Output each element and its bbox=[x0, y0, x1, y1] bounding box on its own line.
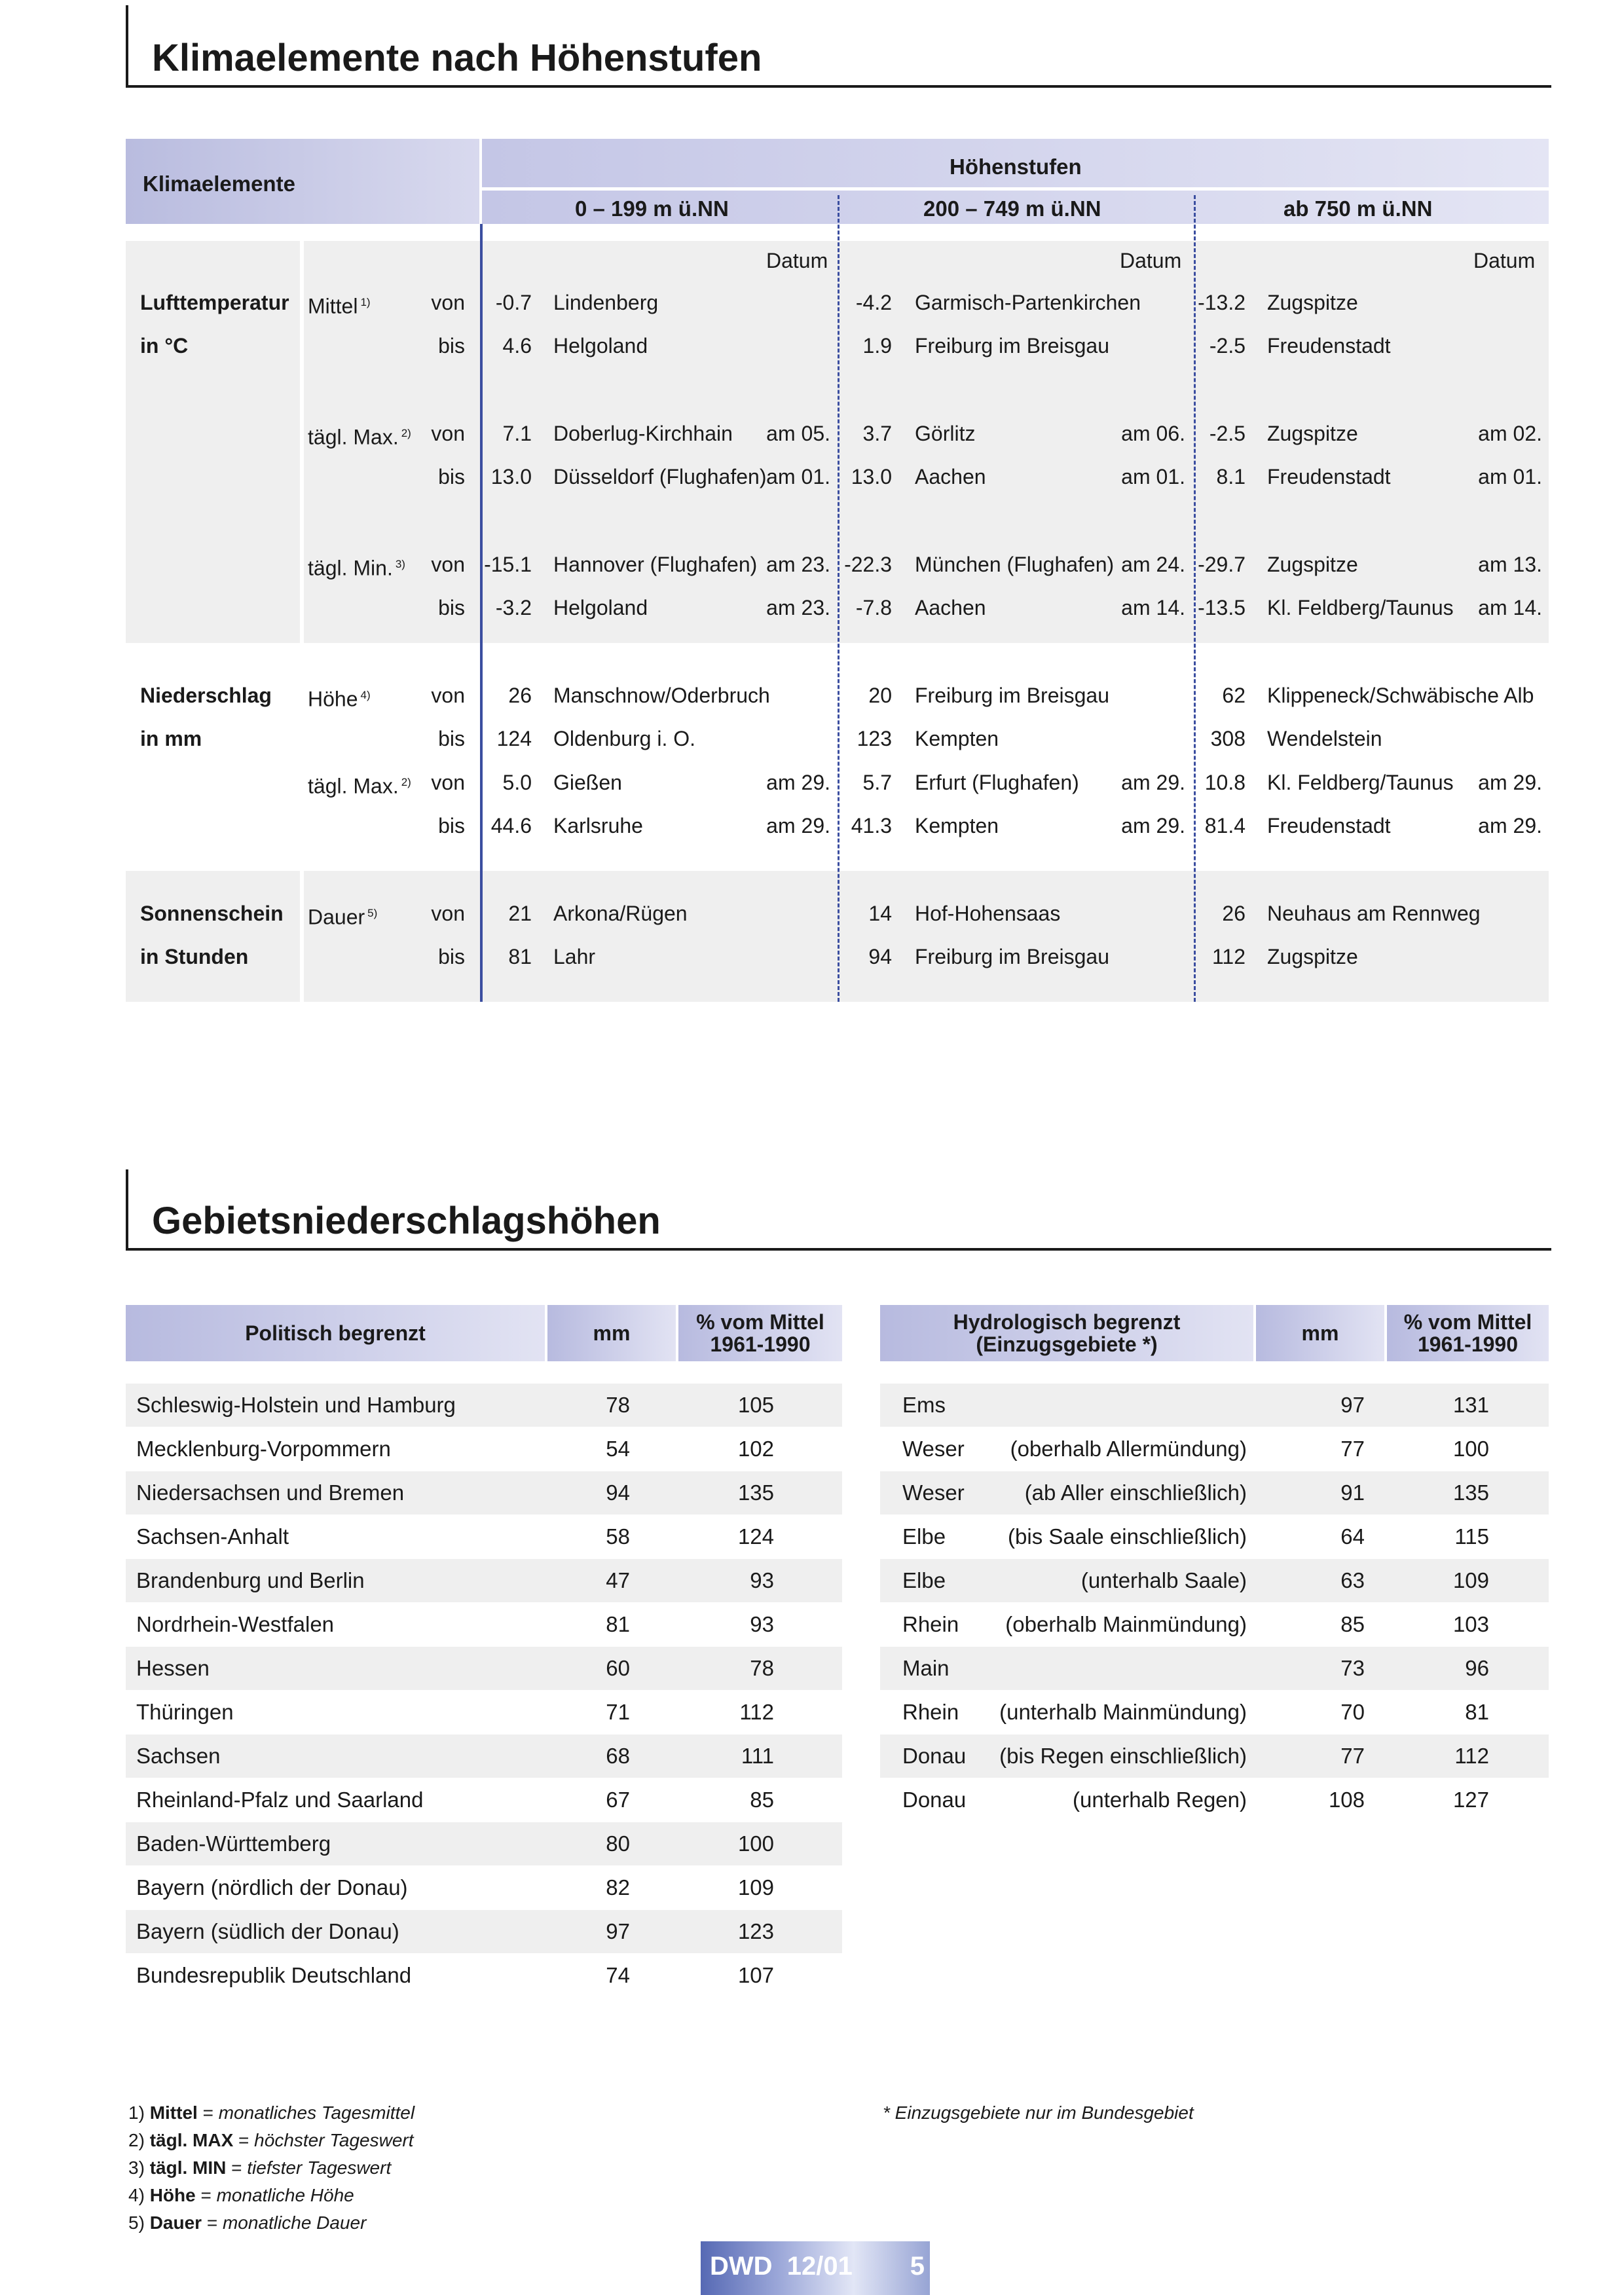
table-row bbox=[880, 1515, 1549, 1558]
value-level-2: 123 bbox=[857, 727, 892, 750]
region-mm: 78 bbox=[606, 1393, 630, 1417]
river-name: Elbe bbox=[902, 1524, 946, 1549]
hydro-head-mm bbox=[1256, 1305, 1384, 1361]
river-pct: 109 bbox=[1452, 1568, 1489, 1592]
table-row bbox=[880, 1559, 1549, 1602]
hydro-head-pct bbox=[1387, 1305, 1549, 1361]
date-level-2: am 06. bbox=[1121, 422, 1185, 445]
river-section: (bis Saale einschließlich) bbox=[1008, 1524, 1247, 1549]
footnote-term: Dauer bbox=[149, 2212, 202, 2233]
station-level-3: Zugspitze bbox=[1267, 553, 1358, 576]
footnote-desc: monatliche Höhe bbox=[216, 2185, 354, 2205]
station-level-2: Freiburg im Breisgau bbox=[915, 945, 1109, 968]
date-level-3: am 13. bbox=[1478, 553, 1542, 576]
row-element-label: Höhe bbox=[308, 687, 358, 711]
river-name: Weser bbox=[902, 1480, 965, 1505]
value-level-2: 1.9 bbox=[862, 334, 892, 358]
river-name: Main bbox=[902, 1656, 950, 1680]
value-level-1: -0.7 bbox=[495, 291, 532, 314]
region-name: Sachsen bbox=[136, 1744, 221, 1768]
hydro-head-name bbox=[880, 1305, 1253, 1361]
date-level-2: am 29. bbox=[1121, 771, 1185, 794]
region-name: Thüringen bbox=[136, 1700, 234, 1724]
footnote-term: tägl. MAX bbox=[149, 2130, 234, 2150]
row-category: Sonnenschein bbox=[140, 902, 284, 925]
date-level-1: am 23. bbox=[766, 553, 830, 576]
station-level-1: Helgoland bbox=[553, 596, 648, 619]
date-level-2: am 14. bbox=[1121, 596, 1185, 619]
value-level-1: 81 bbox=[508, 945, 532, 968]
river-section: (oberhalb Allermündung) bbox=[1010, 1437, 1247, 1461]
value-level-2: -22.3 bbox=[844, 553, 892, 576]
table-row bbox=[126, 1603, 842, 1646]
region-pct: 123 bbox=[737, 1919, 774, 1943]
political-head-name-label: Politisch begrenzt bbox=[245, 1321, 426, 1345]
row-category: Lufttemperatur bbox=[140, 291, 289, 314]
political-head-pct-line2: 1961-1990 bbox=[710, 1332, 811, 1356]
table-row bbox=[126, 1427, 842, 1471]
station-level-1: Lindenberg bbox=[553, 291, 659, 314]
row-von-bis: bis bbox=[438, 727, 465, 750]
river-mm: 63 bbox=[1340, 1568, 1365, 1592]
footnote-desc: monatliche Dauer bbox=[222, 2212, 367, 2233]
value-level-2: -7.8 bbox=[855, 596, 892, 619]
footnote-item bbox=[128, 2127, 414, 2154]
value-level-3: 10.8 bbox=[1204, 771, 1246, 794]
row-element bbox=[308, 902, 377, 929]
station-level-2: Hof-Hohensaas bbox=[915, 902, 1061, 925]
river-mm: 73 bbox=[1340, 1656, 1365, 1680]
row-von-bis: bis bbox=[438, 334, 465, 358]
region-mm: 82 bbox=[606, 1875, 630, 1900]
table-row bbox=[126, 1778, 842, 1822]
value-level-1: 21 bbox=[508, 902, 532, 925]
station-level-3: Kl. Feldberg/Taunus bbox=[1267, 771, 1454, 794]
date-level-3: am 02. bbox=[1478, 422, 1542, 445]
river-section: (bis Regen einschließlich) bbox=[999, 1744, 1247, 1768]
station-level-2: Erfurt (Flughafen) bbox=[915, 771, 1079, 794]
station-level-3: Zugspitze bbox=[1267, 291, 1358, 314]
footnote-term: Mittel bbox=[149, 2102, 198, 2123]
river-section: (ab Aller einschließlich) bbox=[1024, 1480, 1247, 1505]
station-level-2: Görlitz bbox=[915, 422, 976, 445]
station-level-1: Lahr bbox=[553, 945, 596, 968]
table-row bbox=[126, 1384, 842, 1427]
region-pct: 93 bbox=[750, 1568, 774, 1592]
river-section: (oberhalb Mainmündung) bbox=[1005, 1612, 1247, 1636]
value-level-3: -29.7 bbox=[1198, 553, 1246, 576]
value-level-1: -15.1 bbox=[484, 553, 532, 576]
row-category: in Stunden bbox=[140, 945, 249, 968]
river-mm: 77 bbox=[1340, 1437, 1365, 1461]
station-level-3: Neuhaus am Rennweg bbox=[1267, 902, 1481, 925]
footnote-term: Höhe bbox=[149, 2185, 196, 2205]
region-name: Nordrhein-Westfalen bbox=[136, 1612, 335, 1636]
table-row bbox=[126, 1866, 842, 1909]
political-head-pct-line1: % vom Mittel bbox=[696, 1310, 824, 1334]
row-category: in °C bbox=[140, 334, 189, 358]
table-row bbox=[126, 1735, 842, 1778]
footnote-eq: = bbox=[195, 2185, 217, 2205]
region-mm: 71 bbox=[606, 1700, 630, 1724]
region-pct: 102 bbox=[737, 1437, 774, 1461]
section-title: Klimaelemente nach Höhenstufen bbox=[152, 37, 762, 79]
date-level-1: am 29. bbox=[766, 814, 830, 837]
hydro-head-pct-line1: % vom Mittel bbox=[1403, 1310, 1532, 1334]
region-name: Hessen bbox=[136, 1656, 210, 1680]
value-level-3: -13.5 bbox=[1198, 596, 1246, 619]
table-row bbox=[880, 1691, 1549, 1734]
badge-label: DWD 12/01 bbox=[710, 2252, 853, 2281]
river-section: (unterhalb Regen) bbox=[1073, 1788, 1247, 1812]
station-level-1: Manschnow/Oderbruch bbox=[553, 684, 770, 707]
value-level-1: 26 bbox=[508, 684, 532, 707]
political-head-pct bbox=[678, 1305, 842, 1361]
region-mm: 80 bbox=[606, 1831, 630, 1856]
station-level-1: Hannover (Flughafen) bbox=[553, 553, 758, 576]
footnote-desc: monatliches Tagesmittel bbox=[218, 2102, 415, 2123]
row-element-label: tägl. Max. bbox=[308, 774, 399, 798]
river-pct: 100 bbox=[1452, 1437, 1489, 1461]
station-level-3: Kl. Feldberg/Taunus bbox=[1267, 596, 1454, 619]
footnote-number: 2) bbox=[128, 2130, 145, 2150]
row-element bbox=[308, 684, 371, 711]
table-row bbox=[126, 1559, 842, 1602]
station-level-1: Helgoland bbox=[553, 334, 648, 358]
river-mm: 64 bbox=[1340, 1524, 1365, 1549]
table-row bbox=[880, 1384, 1549, 1427]
region-mm: 58 bbox=[606, 1524, 630, 1549]
value-level-2: 5.7 bbox=[862, 771, 892, 794]
hydro-head-name-line2: (Einzugsgebiete *) bbox=[976, 1332, 1158, 1356]
date-level-2: am 24. bbox=[1121, 553, 1185, 576]
river-section: (unterhalb Saale) bbox=[1080, 1568, 1247, 1592]
footnote-item bbox=[128, 2099, 415, 2127]
datum-label-2: Datum bbox=[1120, 249, 1182, 272]
region-mm: 97 bbox=[606, 1919, 630, 1943]
footnote-ref: 1) bbox=[360, 296, 371, 308]
river-mm: 77 bbox=[1340, 1744, 1365, 1768]
river-pct: 96 bbox=[1465, 1656, 1489, 1680]
region-mm: 60 bbox=[606, 1656, 630, 1680]
station-level-2: München (Flughafen) bbox=[915, 553, 1115, 576]
page-number: 5 bbox=[910, 2252, 925, 2281]
row-element-label: tägl. Min. bbox=[308, 556, 393, 580]
river-pct: 81 bbox=[1465, 1700, 1489, 1724]
river-name: Ems bbox=[902, 1393, 946, 1417]
hydro-head-name-line1: Hydrologisch begrenzt bbox=[953, 1310, 1181, 1334]
political-head-pct-label bbox=[678, 1305, 842, 1361]
station-level-1: Doberlug-Kirchhain bbox=[553, 422, 733, 445]
row-von-bis: von bbox=[431, 902, 465, 925]
river-name: Rhein bbox=[902, 1612, 959, 1636]
region-name: Sachsen-Anhalt bbox=[136, 1524, 289, 1549]
footnote-ref: 4) bbox=[360, 689, 371, 701]
value-level-3: 308 bbox=[1210, 727, 1246, 750]
date-level-1: am 05. bbox=[766, 422, 830, 445]
row-von-bis: von bbox=[431, 291, 465, 314]
political-head-name bbox=[126, 1305, 545, 1361]
footnote-eq: = bbox=[233, 2130, 255, 2150]
region-pct: 93 bbox=[750, 1612, 774, 1636]
row-von-bis: von bbox=[431, 553, 465, 576]
river-name: Weser bbox=[902, 1437, 965, 1461]
footnote-ref: 5) bbox=[367, 907, 378, 919]
region-mm: 67 bbox=[606, 1788, 630, 1812]
date-level-1: am 23. bbox=[766, 596, 830, 619]
river-pct: 131 bbox=[1452, 1393, 1489, 1417]
row-von-bis: bis bbox=[438, 945, 465, 968]
row-von-bis: von bbox=[431, 771, 465, 794]
region-name: Baden-Württemberg bbox=[136, 1831, 331, 1856]
value-level-3: -13.2 bbox=[1198, 291, 1246, 314]
value-level-3: -2.5 bbox=[1209, 334, 1246, 358]
region-name: Bayern (nördlich der Donau) bbox=[136, 1875, 408, 1900]
table-row bbox=[126, 1647, 842, 1690]
table-row bbox=[880, 1647, 1549, 1690]
station-level-2: Freiburg im Breisgau bbox=[915, 334, 1109, 358]
river-mm: 70 bbox=[1340, 1700, 1365, 1724]
footnote-item bbox=[128, 2182, 354, 2209]
station-level-3: Freudenstadt bbox=[1267, 814, 1391, 837]
river-name: Rhein bbox=[902, 1700, 959, 1724]
station-level-2: Garmisch-Partenkirchen bbox=[915, 291, 1141, 314]
footnote-desc: tiefster Tageswert bbox=[247, 2157, 392, 2178]
header-label-klimaelemente: Klimaelemente bbox=[143, 172, 295, 196]
value-level-2: -4.2 bbox=[855, 291, 892, 314]
value-level-3: 81.4 bbox=[1204, 814, 1246, 837]
table-row bbox=[126, 1691, 842, 1734]
table-row bbox=[126, 1910, 842, 1953]
river-mm: 85 bbox=[1340, 1612, 1365, 1636]
footnote-ref: 2) bbox=[401, 776, 411, 788]
value-level-1: 5.0 bbox=[502, 771, 532, 794]
row-element bbox=[308, 422, 411, 449]
value-level-1: 7.1 bbox=[502, 422, 532, 445]
section-heading-gebietsniederschlag bbox=[126, 1169, 1551, 1251]
value-level-1: -3.2 bbox=[495, 596, 532, 619]
region-name: Brandenburg und Berlin bbox=[136, 1568, 365, 1592]
station-level-1: Arkona/Rügen bbox=[553, 902, 688, 925]
footnote-number: 3) bbox=[128, 2157, 145, 2178]
col-divider bbox=[300, 241, 304, 1002]
table-row bbox=[880, 1778, 1549, 1822]
footnote-term: tägl. MIN bbox=[149, 2157, 227, 2178]
region-mm: 94 bbox=[606, 1480, 630, 1505]
row-element bbox=[308, 553, 405, 580]
footnote-star-text: * Einzugsgebiete nur im Bundesgebiet bbox=[883, 2102, 1194, 2123]
river-mm: 91 bbox=[1340, 1480, 1365, 1505]
river-pct: 103 bbox=[1452, 1612, 1489, 1636]
region-mm: 74 bbox=[606, 1963, 630, 1987]
region-name: Bundesrepublik Deutschland bbox=[136, 1963, 412, 1987]
hydro-head-pct-line2: 1961-1990 bbox=[1417, 1332, 1519, 1356]
row-von-bis: bis bbox=[438, 465, 465, 488]
table-row bbox=[126, 1954, 842, 1997]
footnote-number: 1) bbox=[128, 2102, 145, 2123]
header-level-1: 0 – 199 m ü.NN bbox=[575, 196, 729, 221]
value-level-3: 26 bbox=[1222, 902, 1246, 925]
footnote-eq: = bbox=[197, 2102, 219, 2123]
value-level-2: 14 bbox=[868, 902, 892, 925]
row-von-bis: bis bbox=[438, 814, 465, 837]
region-pct: 135 bbox=[737, 1480, 774, 1505]
footnote-eq: = bbox=[202, 2212, 223, 2233]
row-von-bis: von bbox=[431, 684, 465, 707]
table-row bbox=[126, 1515, 842, 1558]
date-level-3: am 29. bbox=[1478, 814, 1542, 837]
footnote-desc: höchster Tageswert bbox=[254, 2130, 414, 2150]
value-level-1: 44.6 bbox=[490, 814, 532, 837]
date-level-2: am 29. bbox=[1121, 814, 1185, 837]
river-name: Donau bbox=[902, 1744, 967, 1768]
row-von-bis: von bbox=[431, 422, 465, 445]
region-pct: 111 bbox=[741, 1744, 774, 1768]
region-pct: 112 bbox=[739, 1700, 774, 1724]
region-pct: 105 bbox=[737, 1393, 774, 1417]
region-name: Rheinland-Pfalz und Saarland bbox=[136, 1788, 424, 1812]
station-level-2: Kempten bbox=[915, 727, 999, 750]
table-row bbox=[880, 1735, 1549, 1778]
station-level-1: Düsseldorf (Flughafen) bbox=[553, 465, 767, 488]
table-row bbox=[126, 1822, 842, 1865]
political-head-mm bbox=[547, 1305, 676, 1361]
region-name: Mecklenburg-Vorpommern bbox=[136, 1437, 391, 1461]
value-level-3: 112 bbox=[1211, 945, 1246, 968]
row-element bbox=[308, 771, 411, 798]
footnote-einzugsgebiete bbox=[883, 2099, 1194, 2127]
row-category: Niederschlag bbox=[140, 684, 272, 707]
political-head-mm-label: mm bbox=[593, 1321, 631, 1345]
station-level-3: Freudenstadt bbox=[1267, 465, 1391, 488]
river-name: Donau bbox=[902, 1788, 967, 1812]
region-mm: 54 bbox=[606, 1437, 630, 1461]
table-row bbox=[880, 1427, 1549, 1471]
value-level-3: -2.5 bbox=[1209, 422, 1246, 445]
page-badge bbox=[701, 2241, 930, 2295]
region-pct: 100 bbox=[737, 1831, 774, 1856]
value-level-1: 4.6 bbox=[502, 334, 532, 358]
station-level-3: Klippeneck/Schwäbische Alb bbox=[1267, 684, 1534, 707]
river-pct: 115 bbox=[1454, 1524, 1489, 1549]
station-level-1: Gießen bbox=[553, 771, 622, 794]
station-level-2: Aachen bbox=[915, 465, 986, 488]
row-element-label: Mittel bbox=[308, 294, 358, 318]
station-level-3: Wendelstein bbox=[1267, 727, 1382, 750]
header-level-3: ab 750 m ü.NN bbox=[1283, 196, 1433, 221]
river-pct: 112 bbox=[1454, 1744, 1489, 1768]
region-name: Bayern (südlich der Donau) bbox=[136, 1919, 399, 1943]
footnote-item bbox=[128, 2154, 391, 2182]
value-level-2: 41.3 bbox=[851, 814, 892, 837]
river-mm: 97 bbox=[1340, 1393, 1365, 1417]
footnote-item bbox=[128, 2209, 366, 2237]
footnote-number: 5) bbox=[128, 2212, 145, 2233]
station-level-2: Freiburg im Breisgau bbox=[915, 684, 1109, 707]
header-level-2: 200 – 749 m ü.NN bbox=[923, 196, 1101, 221]
datum-label-3: Datum bbox=[1473, 249, 1536, 272]
station-level-1: Karlsruhe bbox=[553, 814, 643, 837]
value-level-1: 13.0 bbox=[490, 465, 532, 488]
datum-label-1: Datum bbox=[766, 249, 828, 272]
date-level-1: am 01. bbox=[766, 465, 830, 488]
value-level-2: 3.7 bbox=[862, 422, 892, 445]
row-element-label: tägl. Max. bbox=[308, 425, 399, 449]
footnote-ref: 2) bbox=[401, 427, 411, 439]
station-level-3: Freudenstadt bbox=[1267, 334, 1391, 358]
value-level-2: 94 bbox=[868, 945, 892, 968]
row-element bbox=[308, 291, 371, 318]
footnote-number: 4) bbox=[128, 2185, 145, 2205]
region-mm: 81 bbox=[606, 1612, 630, 1636]
river-mm: 108 bbox=[1328, 1788, 1365, 1812]
region-pct: 107 bbox=[737, 1963, 774, 1987]
date-level-3: am 29. bbox=[1478, 771, 1542, 794]
hydro-head-mm-label: mm bbox=[1301, 1321, 1339, 1345]
region-pct: 85 bbox=[750, 1788, 774, 1812]
value-level-1: 124 bbox=[496, 727, 532, 750]
region-mm: 47 bbox=[606, 1568, 630, 1592]
table-row bbox=[880, 1603, 1549, 1646]
table-row bbox=[126, 1471, 842, 1515]
value-level-2: 13.0 bbox=[851, 465, 892, 488]
date-level-3: am 01. bbox=[1478, 465, 1542, 488]
date-level-1: am 29. bbox=[766, 771, 830, 794]
row-category: in mm bbox=[140, 727, 202, 750]
hydro-head-pct-label bbox=[1387, 1305, 1549, 1361]
date-level-3: am 14. bbox=[1478, 596, 1542, 619]
region-name: Niedersachsen und Bremen bbox=[136, 1480, 405, 1505]
river-name: Elbe bbox=[902, 1568, 946, 1592]
header-separator bbox=[482, 187, 1549, 191]
station-level-2: Kempten bbox=[915, 814, 999, 837]
region-pct: 124 bbox=[737, 1524, 774, 1549]
river-pct: 135 bbox=[1452, 1480, 1489, 1505]
value-level-3: 8.1 bbox=[1216, 465, 1246, 488]
value-level-2: 20 bbox=[868, 684, 892, 707]
station-level-3: Zugspitze bbox=[1267, 422, 1358, 445]
region-pct: 109 bbox=[737, 1875, 774, 1900]
region-pct: 78 bbox=[750, 1656, 774, 1680]
header-label-hoehenstufen: Höhenstufen bbox=[950, 155, 1082, 179]
row-von-bis: bis bbox=[438, 596, 465, 619]
region-mm: 68 bbox=[606, 1744, 630, 1768]
value-level-3: 62 bbox=[1222, 684, 1246, 707]
river-pct: 127 bbox=[1452, 1788, 1489, 1812]
region-name: Schleswig-Holstein und Hamburg bbox=[136, 1393, 456, 1417]
footnote-ref: 3) bbox=[395, 558, 405, 570]
section-heading-klimaelemente bbox=[126, 5, 1551, 88]
station-level-1: Oldenburg i. O. bbox=[553, 727, 695, 750]
footnote-eq: = bbox=[226, 2157, 248, 2178]
hydro-head-name-label bbox=[880, 1305, 1253, 1361]
row-element-label: Dauer bbox=[308, 905, 365, 929]
table-row bbox=[880, 1471, 1549, 1515]
river-section: (unterhalb Mainmündung) bbox=[999, 1700, 1247, 1724]
date-level-2: am 01. bbox=[1121, 465, 1185, 488]
section-title: Gebietsniederschlagshöhen bbox=[152, 1200, 661, 1242]
station-level-3: Zugspitze bbox=[1267, 945, 1358, 968]
station-level-2: Aachen bbox=[915, 596, 986, 619]
